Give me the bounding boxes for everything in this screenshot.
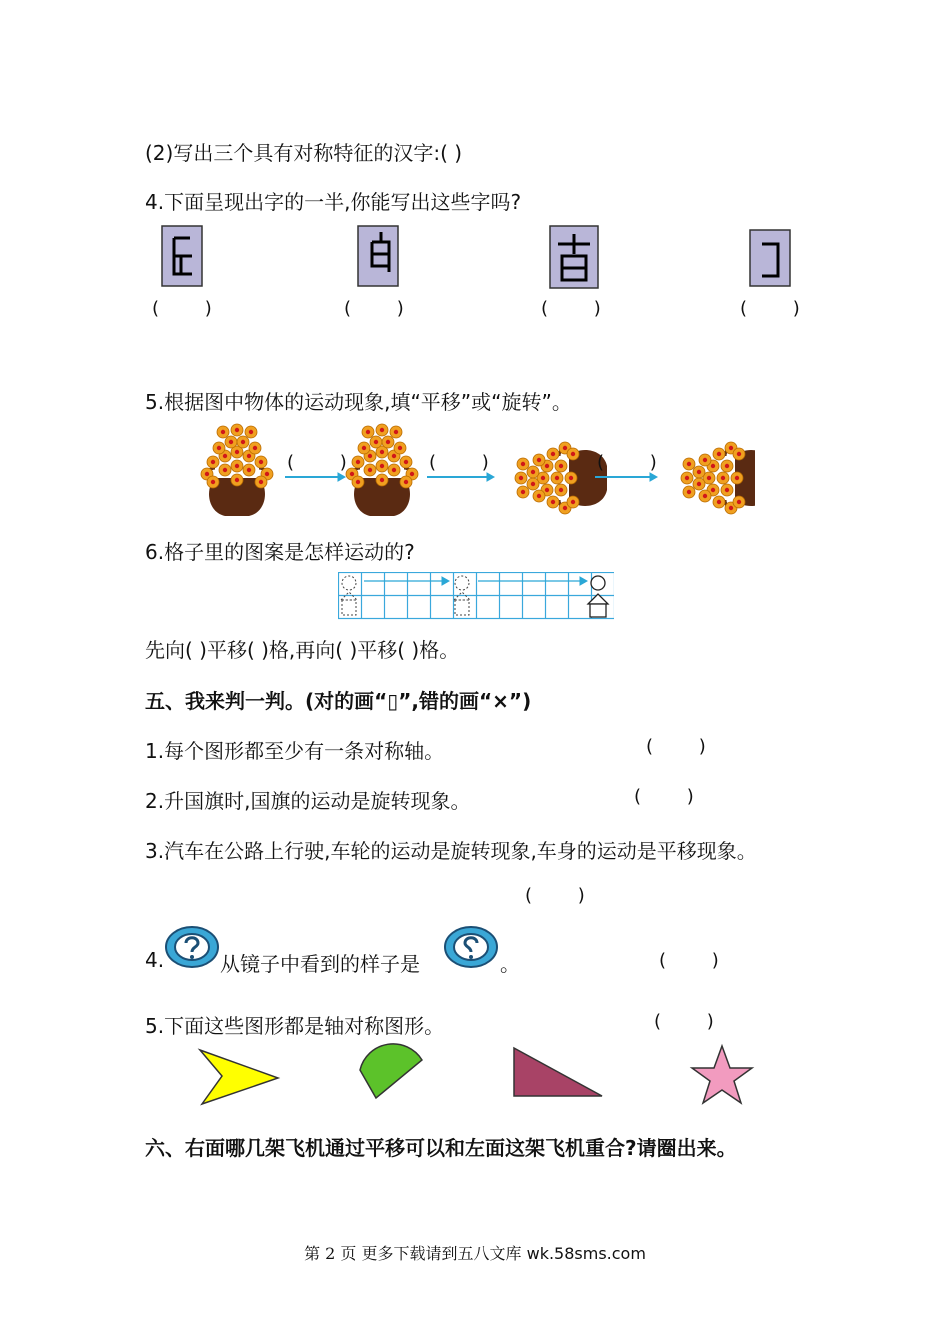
grid-arrow-1	[364, 577, 449, 585]
q4-blank-3[interactable]: ( )	[541, 298, 601, 319]
judge-blank-2[interactable]: ( )	[634, 786, 694, 807]
q5-blank-1[interactable]: ( )	[287, 452, 347, 473]
question-circle-icon	[163, 924, 221, 970]
flower-vase-4	[681, 442, 755, 514]
flower-vase-2	[346, 424, 418, 516]
judge-blank-4[interactable]: ( )	[659, 950, 719, 971]
judge-item-1: 1.每个图形都至少有一条对称轴。	[145, 739, 445, 763]
half-character-card-4	[750, 230, 790, 286]
triangle-shape	[514, 1048, 602, 1096]
judge-blank-5[interactable]: ( )	[654, 1011, 714, 1032]
section-5-title: 五、我来判一判。(对的画“▯”,错的画“×”)	[145, 689, 532, 713]
judge-item-2: 2.升国旗时,国旗的运动是旋转现象。	[145, 789, 471, 813]
judge-item-5: 5.下面这些图形都是轴对称图形。	[145, 1014, 445, 1038]
question-6-title: 6.格子里的图案是怎样运动的?	[145, 540, 415, 564]
footer	[0, 1241, 950, 1264]
translation-grid	[338, 572, 614, 620]
question-4-title: 4.下面呈现出字的一半,你能写出这些字吗?	[145, 190, 522, 214]
judge-item-4-suffix: 。	[500, 952, 520, 976]
half-character-card-3	[550, 226, 598, 288]
q4-blank-4[interactable]: ( )	[740, 298, 800, 319]
star-shape	[692, 1046, 752, 1103]
half-character-cards	[140, 222, 820, 292]
section-6-title: 六、右面哪几架飞机通过平移可以和左面这架飞机重合?请圈出来。	[145, 1136, 737, 1160]
judge-item-3: 3.汽车在公路上行驶,车轮的运动是旋转现象,车身的运动是平移现象。	[145, 839, 757, 863]
half-character-card-2	[358, 226, 398, 286]
half-character-card-1	[162, 226, 202, 286]
question-5-title: 5.根据图中物体的运动现象,填“平移”或“旋转”。	[145, 390, 572, 414]
arrow-shape	[200, 1050, 278, 1104]
judge-item-4-prefix: 4.	[145, 948, 165, 972]
right-arrow-1	[285, 473, 345, 481]
mirrored-question-circle-icon	[442, 924, 500, 970]
question-6-answer-line[interactable]: 先向( )平移( )格,再向( )平移( )格。	[145, 638, 460, 662]
question-3-2: (2)写出三个具有对称特征的汉字:( )	[145, 141, 463, 165]
shapes-row	[190, 1040, 760, 1114]
judge-item-4-mid: 从镜子中看到的样子是	[220, 952, 420, 976]
q5-blank-2[interactable]: ( )	[429, 452, 489, 473]
footer-site-link[interactable]: wk.58sms.com	[526, 1244, 646, 1263]
q5-blank-3[interactable]: ( )	[597, 452, 657, 473]
flower-vase-3	[515, 442, 607, 514]
footer-page-text: 第 2 页 更多下载请到五八文库	[304, 1244, 522, 1263]
q4-blank-1[interactable]: ( )	[152, 298, 212, 319]
judge-blank-1[interactable]: ( )	[646, 736, 706, 757]
flower-vase-1	[201, 424, 273, 516]
judge-blank-3[interactable]: ( )	[525, 885, 585, 906]
right-arrow-2	[427, 473, 494, 481]
grid-arrow-2	[478, 577, 587, 585]
q4-blank-2[interactable]: ( )	[344, 298, 404, 319]
fan-shape	[360, 1044, 422, 1098]
